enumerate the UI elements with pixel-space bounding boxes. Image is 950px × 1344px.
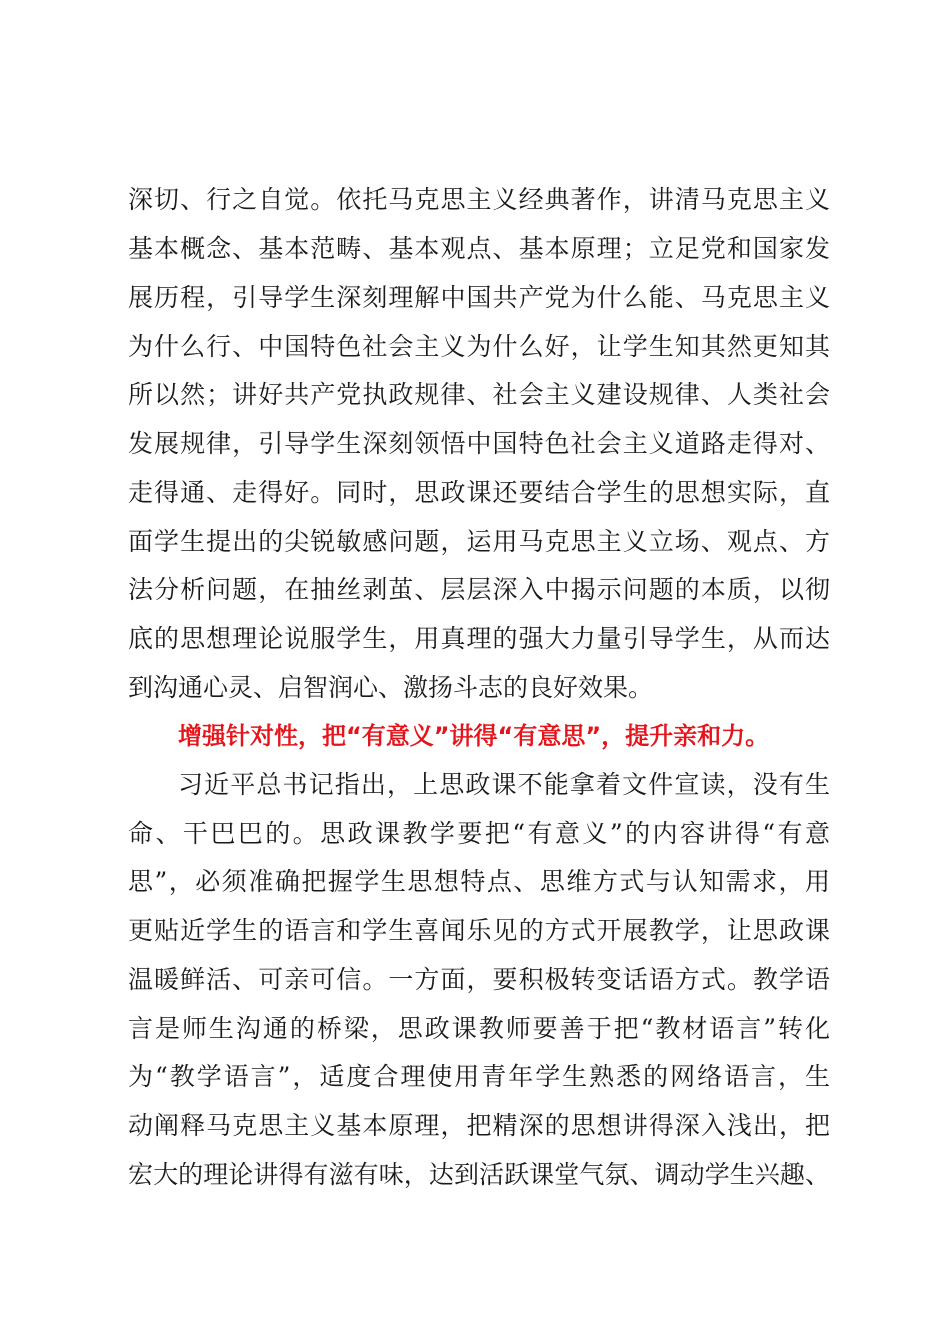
paragraph-2-line: 更贴近学生的语言和学生喜闻乐见的方式开展教学，让思政课: [128, 916, 830, 945]
paragraph-1-line: 展历程，引导学生深刻理解中国共产党为什么能、马克思主义: [128, 283, 830, 312]
paragraph-1-line: 基本概念、基本范畴、基本观点、基本原理；立足党和国家发: [128, 234, 830, 263]
paragraph-1-line: 为什么行、中国特色社会主义为什么好，让学生知其然更知其: [128, 332, 830, 361]
paragraph-2-line: 温暖鲜活、可亲可信。一方面，要积极转变话语方式。教学语: [128, 965, 830, 994]
paragraph-1-line: 所以然；讲好共产党执政规律、社会主义建设规律、人类社会: [128, 380, 830, 409]
paragraph-1-line: 发展规律，引导学生深刻领悟中国特色社会主义道路走得对、: [128, 429, 830, 458]
section-heading: 增强针对性，把“有意义”讲得“有意思”，提升亲和力。: [178, 722, 770, 750]
paragraph-2-line: 为“教学语言”，适度合理使用青年学生熟悉的网络语言，生: [128, 1062, 830, 1091]
paragraph-2-line: 思”，必须准确把握学生思想特点、思维方式与认知需求，用: [128, 867, 830, 896]
paragraph-2-line: 动阐释马克思主义基本原理，把精深的思想讲得深入浅出，把: [128, 1111, 830, 1140]
paragraph-2-line: 命、干巴巴的。思政课教学要把“有意义”的内容讲得“有意: [128, 819, 830, 848]
paragraph-1-line: 到沟通心灵、启智润心、激扬斗志的良好效果。: [128, 673, 654, 702]
paragraph-1-line: 底的思想理论说服学生，用真理的强大力量引导学生，从而达: [128, 624, 830, 653]
paragraph-2-line: 言是师生沟通的桥梁，思政课教师要善于把“教材语言”转化: [128, 1014, 830, 1043]
paragraph-1-line: 深切、行之自觉。依托马克思主义经典著作，讲清马克思主义: [128, 185, 830, 214]
paragraph-1-line: 面学生提出的尖锐敏感问题，运用马克思主义立场、观点、方: [128, 527, 830, 556]
paragraph-1-line: 走得通、走得好。同时，思政课还要结合学生的思想实际，直: [128, 478, 830, 507]
paragraph-2-line: 习近平总书记指出，上思政课不能拿着文件宣读，没有生: [178, 770, 830, 799]
paragraph-2-line: 宏大的理论讲得有滋有味，达到活跃课堂气氛、调动学生兴趣、: [128, 1160, 830, 1189]
paragraph-1-line: 法分析问题，在抽丝剥茧、层层深入中揭示问题的本质，以彻: [128, 575, 830, 604]
